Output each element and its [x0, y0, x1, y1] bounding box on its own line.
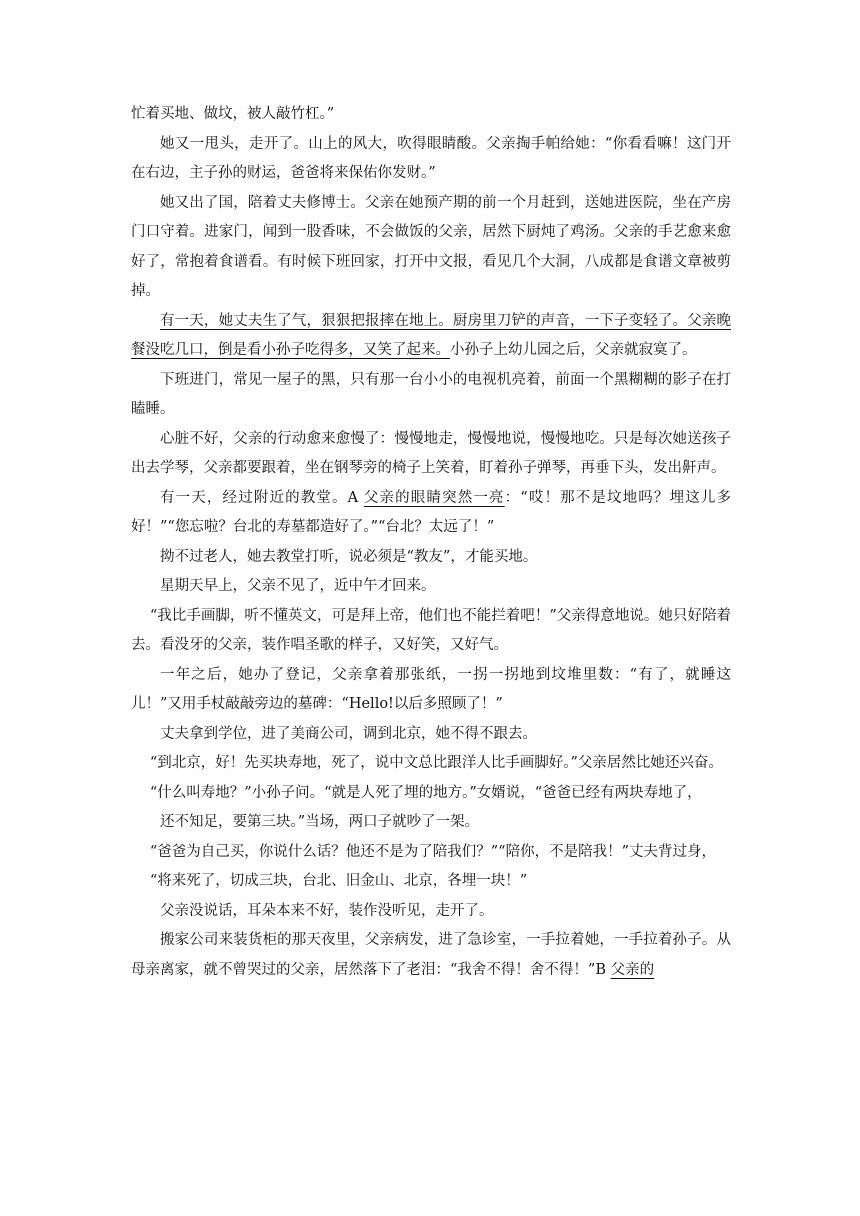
- paragraph-4: [131, 307, 731, 366]
- paragraph-15: 还不知足，要第三块。”当场，两口子就吵了一架。: [160, 814, 480, 830]
- paragraph-4-rest: 小孙子上幼儿园之后，父亲就寂寞了。: [450, 342, 697, 358]
- paragraph-12: 丈夫拿到学位，进了美商公司，调到北京，她不得不跟去。: [160, 725, 537, 742]
- paragraph-10: “我比手画脚，听不懂英文，可是拜上帝，他们也不能拦着吧！”父亲得意地说。她只好陪着去。看没牙的父亲，装作唱圣歌的样子，又好笑，又好气。: [131, 607, 731, 653]
- paragraph-3: 她又出了国，陪着丈夫修博士。父亲在她预产期的前一个月赶到，送她进医院，坐在产房门口守着。进家门，闻到一股香味，不会做饭的父亲，居然下厨炖了鸡汤。父亲的手艺愈来愈好了，常抱着食谱看。有时候下班回家，打开中文报，看见几个大洞，八成都是食谱文章被剪掉。: [131, 194, 731, 299]
- underlined-phrase-b: 父亲的: [610, 961, 655, 978]
- underlined-phrase-a: 父亲的眼睛突然一亮: [363, 489, 505, 506]
- paragraph-17: “将来死了，切成三块，台北、旧金山、北京，各埋一块！”: [149, 873, 528, 889]
- paragraph-18: 父亲没说话，耳朵本来不好，装作没听见，走开了。: [160, 902, 494, 919]
- paragraph-14: “什么叫寿地？”小孙子问。“就是人死了埋的地方。”女婿说，“爸爸已经有两块寿地了，: [149, 784, 702, 801]
- paragraph-2: 她又一甩头，走开了。山上的风大，吹得眼睛酸。父亲掏手帕给她：“你看看嘛！这门开在右边，主子孙的财运，爸爸将来保佑你发财。”: [131, 135, 731, 181]
- paragraph-13: “到北京，好！先买块寿地，死了，说中文总比跟洋人比手画脚好。”父亲居然比她还兴奋。: [149, 755, 723, 771]
- paragraph-19-text: 搬家公司来装货柜的那天夜里，父亲病发，进了急诊室，一手拉着她，一手拉着孙子。从母亲离家，就不曾哭过的父亲，居然落下了老泪：“我舍不得！舍不得！”B: [131, 932, 731, 978]
- underlined-passage: 有一天，她丈夫生了气，狠狠把报摔在地上。厨房里刀铲的声音，一下子变轻了。父亲晚餐没吃几口，倒是看小孙子吃得多，又笑了起来。: [131, 312, 731, 358]
- paragraph-7: [131, 484, 731, 543]
- paragraph-19: [131, 926, 731, 985]
- paragraph-1: 忙着买地、做坟，被人敲竹杠。”: [131, 106, 335, 122]
- paragraph-16: “爸爸为自己买，你说什么话？他还不是为了陪我们？”“陪你，不是陪我！”丈夫背过身，: [149, 843, 716, 860]
- paragraph-9: 星期天早上，父亲不见了，近中午才回来。: [160, 578, 436, 594]
- paragraph-6: 心脏不好，父亲的行动愈来愈慢了：慢慢地走，慢慢地说，慢慢地吃。只是每次她送孩子出去学琴，父亲都要跟着，坐在钢琴旁的椅子上笑着，盯着孙子弹琴，再垂下头，发出鼾声。: [131, 430, 731, 476]
- paragraph-8: 拗不过老人，她去教堂打听，说必须是“教友”，才能买地。: [160, 548, 538, 565]
- article-body: [131, 100, 731, 985]
- paragraph-11: 一年之后，她办了登记，父亲拿着那张纸，一拐一拐地到坟堆里数：“有了，就睡这儿！”又用手杖敲敲旁边的墓碑：“Hello!以后多照顾了！”: [131, 666, 731, 712]
- paragraph-5: 下班进门，常见一屋子的黑，只有那一台小小的电视机亮着，前面一个黑糊糊的影子在打瞌睡。: [131, 371, 731, 417]
- paragraph-7-rest: ：“哎！那不是坟地吗？埋这儿多好！”“您忘啦？台北的寿墓都造好了。”“台北？太远了！”: [131, 489, 731, 535]
- paragraph-7-lead: 有一天，经过附近的教堂。A: [160, 489, 364, 506]
